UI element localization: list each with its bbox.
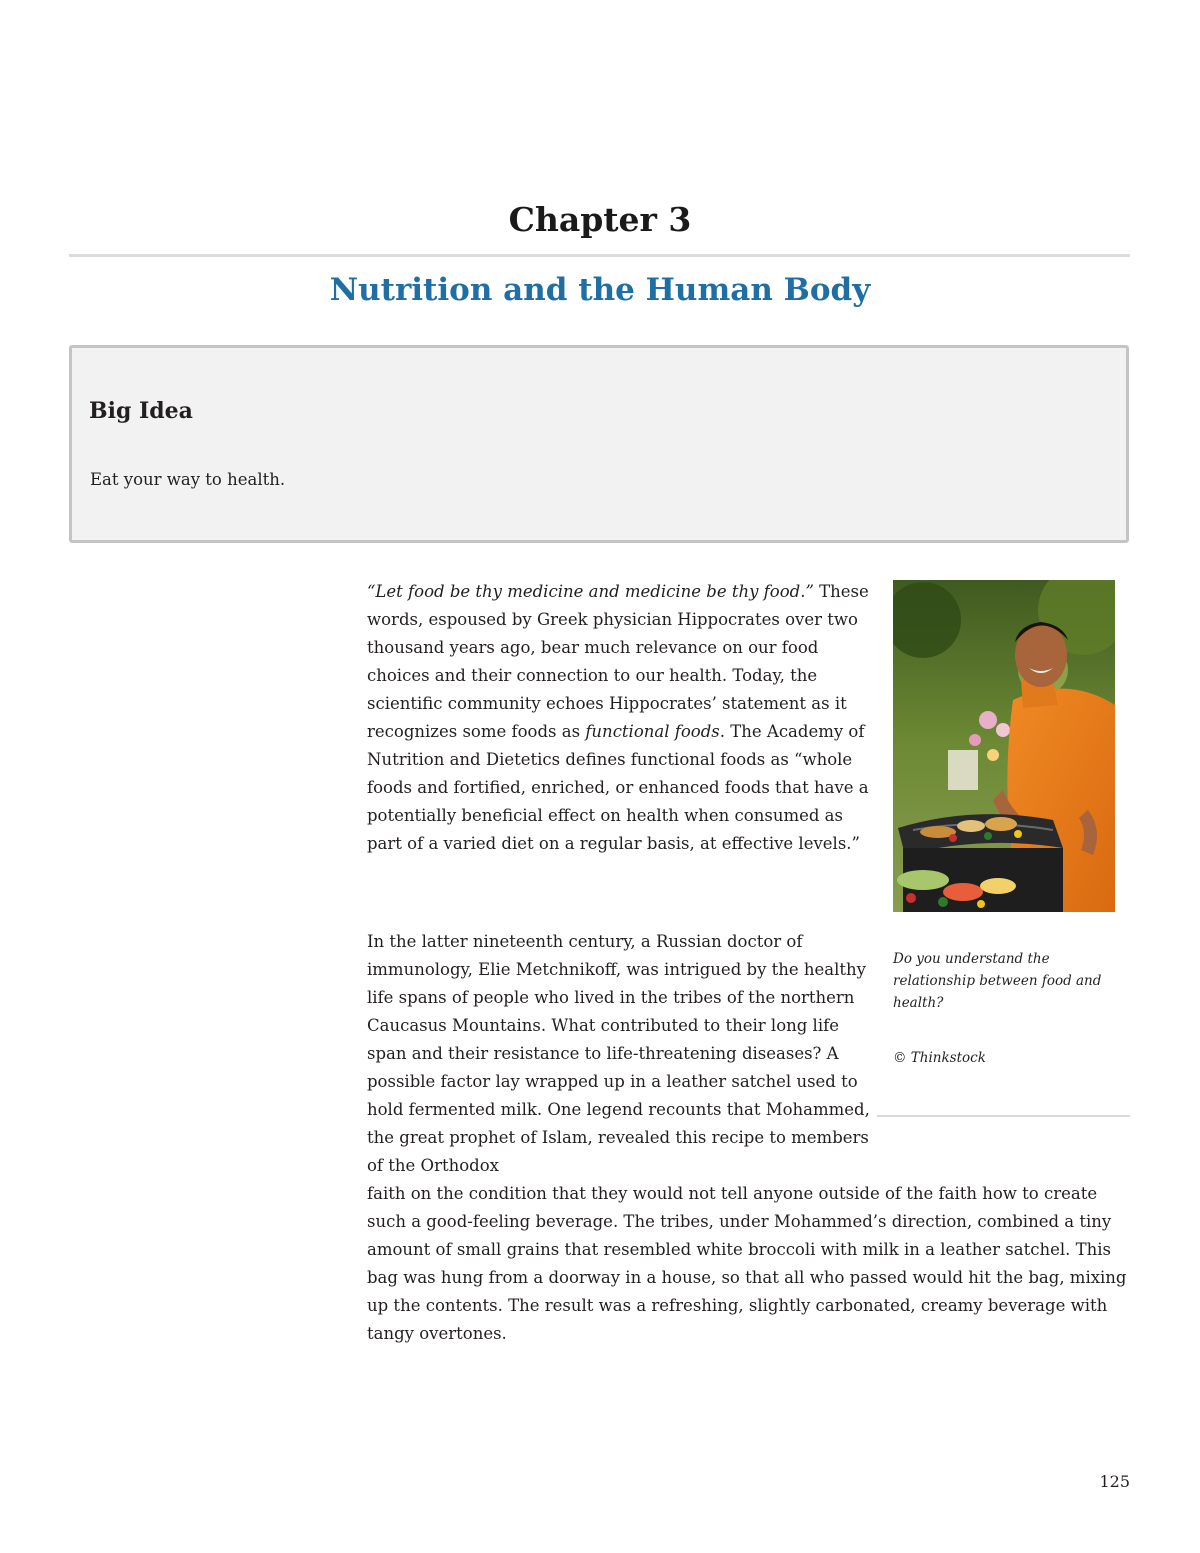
big-idea-box bbox=[69, 345, 1129, 543]
chapter-label: Chapter 3 bbox=[508, 200, 692, 239]
body-paragraph-2-continued: faith on the condition that they would not tell anyone outside of the faith how to create such a good-feeling beverage. The tribes, under Mohammed’s direction, combined a tiny amount of small grains that resembled white broccoli with milk in a leather satchel. This bag was hung from a doorway in a house, so that all who passed would hit the bag, mixing up the contents. The result was a refreshing, slightly carbonated, creamy beverage with tangy overtones. bbox=[367, 1184, 1127, 1343]
body-paragraph-2: In the latter nineteenth century, a Russian doctor of immunology, Elie Metchnikoff, was intrigued by the healthy life spans of people who lived in the tribes of the northern Caucasus Mountains. What contributed to their long life span and their resistance to life-threatening diseases? A possible factor lay wrapped up in a leather satchel used to hold fermented milk. One legend recounts that Mohammed, the great prophet of Islam, revealed this recipe to members of the Orthodox bbox=[367, 932, 870, 1175]
chapter-divider bbox=[69, 254, 1130, 257]
paragraph-1-text: These words, espoused by Greek physician Hippocrates over two thousand years ago, bear much relevance on our food choices and their connection to our health. Today, the scientific community echoes Hippocrates’ statement as it recognizes some foods as bbox=[367, 582, 869, 741]
chapter-title: Nutrition and the Human Body bbox=[329, 272, 871, 308]
figure-caption: Do you understand the relationship between food and health? bbox=[893, 951, 1102, 1011]
big-idea-heading: Big Idea bbox=[89, 398, 193, 424]
sidebar-divider bbox=[877, 1115, 1130, 1117]
grilling-photo bbox=[893, 580, 1115, 912]
body-paragraph-1 bbox=[367, 578, 879, 858]
figure-credit: © Thinkstock bbox=[893, 1050, 986, 1066]
hippocrates-quote: “Let food be thy medicine and medicine be thy food.” bbox=[367, 582, 814, 601]
page-number: 125 bbox=[1099, 1472, 1130, 1491]
paragraph-1-rest: . The Academy of Nutrition and Dietetics defines functional foods as “whole foods and fortified, enriched, or enhanced foods that have a potentially beneficial effect on health when consumed as part of a varied diet on a regular basis, at effective levels.” bbox=[367, 722, 869, 853]
big-idea-text: Eat your way to health. bbox=[90, 470, 286, 489]
functional-foods-term: functional foods bbox=[585, 722, 720, 741]
